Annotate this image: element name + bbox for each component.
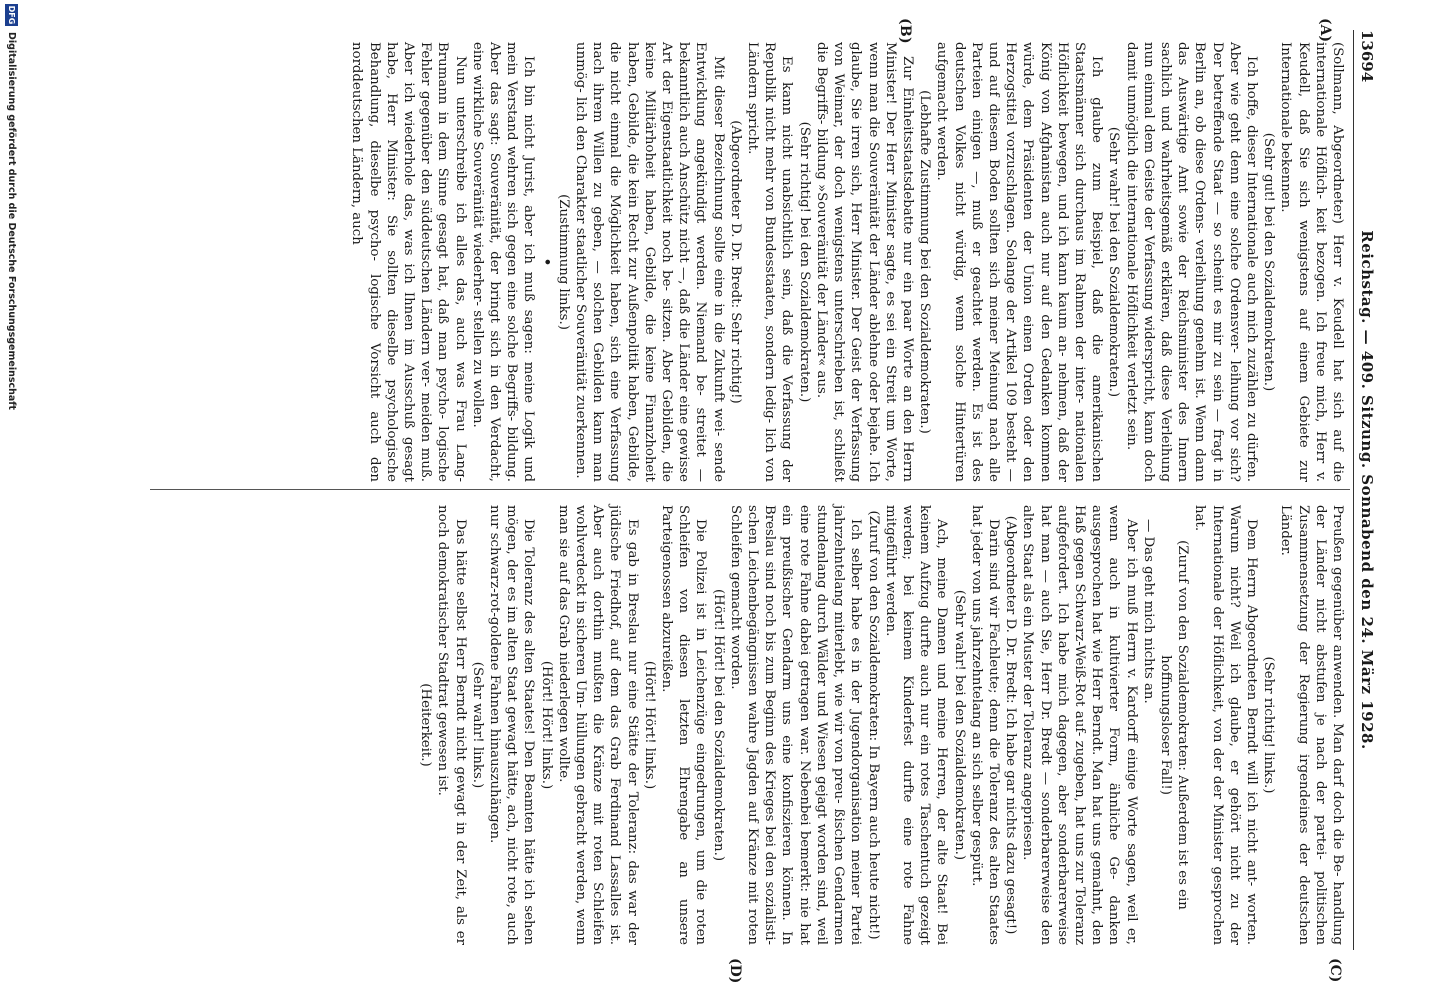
text-line: (Abgeordneter D. Dr. Bredt: Sehr richtig!) — [727, 120, 743, 404]
text-line: (Zuruf von den Sozialdemokraten: Außerdem ist — [1175, 540, 1191, 866]
margin-mark-a: (A) — [1317, 18, 1333, 43]
paragraph — [813, 42, 916, 482]
text-line: Es gab in Breslau nur eine Stätte der Toleranz: das — [624, 519, 640, 884]
paragraph — [1277, 42, 1346, 482]
text-line: Bei keinem Aufzug durfte auch nur ein rotes — [917, 505, 950, 945]
text-line: bildung »Souveränität der Länder« aus. — [813, 128, 829, 399]
text-line: politischen Zusammensetzung der Regierung irgendeines — [1295, 505, 1328, 946]
paragraph — [744, 42, 796, 482]
text-line: (Sehr richtig! links.) — [1261, 656, 1277, 794]
text-line: schen Leichenbegängnissen wahre Jagden auf Kränze — [745, 505, 761, 876]
text-line: uns gemahnt, den Haß gegen Schwarz-Weiß-Rot auf- — [1071, 505, 1105, 945]
text-line: ßischen Gendarmen stundenlang durch Wälder und — [813, 505, 847, 946]
paragraph — [1122, 42, 1260, 482]
text-line: Aber ich muß Herrn v. Kardorff einige Worte sagen, — [1123, 519, 1139, 888]
text-line: verletzt sein. — [1123, 362, 1139, 451]
text-line: nehmen, daß der König von Afghanistan auch nur auf — [1037, 42, 1070, 482]
text-line: Dem Herrn Abgeordneten Berndt will ich nicht ant- — [1243, 519, 1259, 887]
text-line: Die Polizei ist in Leichenzüge eingedrungen, um die — [693, 519, 709, 901]
paragraph — [434, 505, 468, 945]
text-line: Staat als ein Muster der Toleranz angepriesen. — [1020, 543, 1036, 861]
text-line: (Hört! Hört! bei den Sozialdemokraten.) — [710, 588, 726, 862]
text-line: keit bezogen. Ich freue mich, Herr v. Keudell, daß Sie — [1295, 42, 1328, 482]
text-line: nationalen Höflichkeit bewegen, und ich kann kaum an- — [1054, 42, 1087, 482]
text-line: (Sehr richtig! bei den Sozialdemokraten.) — [796, 121, 812, 403]
text-line: Staates hat jeder von uns jahrzehntelang an sich selber — [968, 505, 1001, 945]
text-line: Ich glaube zum Beispiel, daß die amerikanischen — [1089, 56, 1105, 482]
text-line: meiden muß. Aber ich wiederhole das, was ich Ihnen — [401, 42, 434, 483]
text-line: Sie, Herr Dr. Bredt — sonderbarerweise den alten — [1020, 505, 1053, 946]
text-line: streitet — bekanntlich auch Anschütz nicht —, daß die — [676, 42, 709, 482]
text-line: dieselbe psychologische Behandlung, dieselbe psycho- — [366, 42, 399, 482]
text-line: den Verdacht, eine wirkliche Souveränität wiederher- — [469, 42, 503, 482]
text-line: Lassalles ist. Aber auch dorthin mußten die Kränze — [590, 505, 623, 945]
interjection — [555, 42, 572, 482]
text-line: Ich selber habe es in der Jugendorganisation meiner — [848, 519, 864, 898]
paragraph — [968, 505, 1002, 945]
text-line: bekennen. — [1278, 142, 1294, 213]
text-line: (Zustimmung links.) — [555, 194, 571, 330]
page-title: Reichstag. — 409. Sitzung. Sonnabend den 24. März 1928. — [1358, 230, 1376, 750]
interjection — [727, 42, 744, 482]
column-divider — [150, 489, 1350, 490]
text-line: sitzen. Aber Gebilden, die keine Militärhoheit haben, — [641, 42, 675, 482]
interjection — [1260, 505, 1277, 945]
text-line: • — [538, 257, 554, 267]
interjection — [1260, 42, 1277, 482]
text-line: Partei jahrzehntelang miterlebt, wie wir von preu- — [831, 505, 864, 945]
footer — [3, 0, 19, 1000]
paragraph — [882, 505, 951, 945]
text-line: Brumann in dem Sinne gesagt hat, daß man psycho- — [435, 42, 451, 420]
text-line: der doch wenigstens unterschrieben ist, schließt die Begriffs- — [813, 42, 847, 483]
text-line: Mit dieser Bezeichnung sollte eine in die Zukunft wei- — [710, 56, 726, 437]
text-line: mit roten Schleifen gemacht worden. — [727, 505, 761, 945]
text-line: (Heiterkeit.) — [418, 683, 434, 767]
text-line: (Lebhafte Zustimmung bei den Sozialdemokraten.) — [917, 90, 933, 434]
text-line: Union einen Orden oder den Herzogstitel vorzuschlagen. — [1003, 42, 1036, 482]
margin-mark-d: (D) — [727, 958, 743, 984]
paragraph — [537, 42, 554, 482]
interjection — [1157, 505, 1191, 945]
text-line: (Sehr wahr! bei den Sozialdemokraten.) — [1106, 126, 1122, 398]
text-line: auch heute nicht!) — [865, 815, 881, 940]
text-line: Länder ablehne oder bejahe. Ich glaube, Sie irren sich, — [848, 42, 881, 483]
interjection — [1002, 505, 1019, 945]
text-line: es mir zu sein — fragt in Berlin an, ob diese Ordens- — [1192, 42, 1225, 482]
footer-text: Digitalisierung gefördert durch die Deutsche Forschungsgemeinschaft — [6, 32, 17, 410]
text-line: Taschentuch gezeigt werden; bei keinem Kinderfest — [899, 505, 933, 946]
text-line: Willen zu geben, — solchen Gebilden kann man unmög- — [573, 42, 606, 482]
text-line: Das hätte selbst Herr Berndt nicht gewagt in der Zeit, — [452, 519, 468, 901]
text-line: einigen —, muß er geachtet werden. Es ist des — [968, 109, 984, 483]
text-line: als er noch demokratischer Stadtrat gewesen ist. — [435, 505, 468, 945]
paragraph — [727, 505, 865, 945]
text-line: (Abgeordneter D. Dr. Bredt: Ich habe gar nichts — [1003, 515, 1019, 839]
text-line: verleihung genehm ist. Wenn dann das Auswärtige — [1175, 42, 1208, 482]
text-line: den Gedanken kommen würde, dem Präsidenten der — [1020, 42, 1053, 482]
paragraph — [555, 505, 641, 945]
text-line: Wiesen gejagt worden sind, weil eine rote Fahne dabei — [796, 505, 829, 945]
text-line: leihung vor sich? Der betreffende Staat — so scheint — [1209, 42, 1242, 482]
margin-mark-c: (C) — [1327, 958, 1343, 983]
header-rule — [1353, 30, 1354, 950]
page-number: 13694 — [1358, 30, 1376, 83]
text-line: bildung. Aber das sagt: Souveränität, der bringt sich in — [487, 42, 520, 482]
text-line: Herr Minister. Der Geist der Verfassung von Weimar, — [831, 42, 864, 482]
paragraph — [658, 505, 710, 945]
text-line: Gendarm uns eine konfiszieren können. In Breslau — [762, 505, 795, 945]
text-line: wahrheitsgemäß erklären, daß diese Verleihung nun — [1140, 42, 1173, 482]
text-line: im Ausschuß gesagt habe, Herr Minister: Sie sollten — [383, 42, 417, 482]
paragraph — [1191, 505, 1260, 945]
interjection — [469, 505, 486, 945]
text-line: Zur Einheitsstaatsdebatte nur ein paar Worte an — [899, 56, 915, 402]
interjection — [537, 505, 554, 945]
paragraph — [1140, 505, 1157, 945]
text-line: weil er, wenn auch in kultivierter Form, ähnliche Ge- — [1106, 505, 1139, 945]
text-line: sich wenigstens auf einem Gebiete zur Internationale — [1278, 42, 1311, 483]
text-line: mich dagegen, aber sonderbarerweise hat man — auch — [1037, 505, 1070, 945]
text-line: doch damit unmöglich die internationale Höflichkeit — [1123, 42, 1156, 483]
text-line: (Zuruf von den Sozialdemokraten: In Bayern — [865, 510, 881, 812]
text-line: aufgemacht werden. — [934, 42, 950, 181]
left-column — [348, 42, 1346, 482]
text-line: Länder eine gewisse Art der Eigenstaatlichkeit noch be- — [659, 42, 692, 482]
paragraph — [572, 42, 727, 482]
text-line: Grab niederlegen wollte. — [555, 614, 571, 783]
text-line: sende Entwicklung angekündigt werden. Niemand be- — [693, 42, 726, 482]
text-line: stellen zu wollen. — [469, 310, 485, 428]
text-line: (Sehr wahr! bei den Sozialdemokraten.) — [951, 589, 967, 861]
paragraph — [1277, 505, 1346, 945]
text-line: lich von Ländern spricht. — [745, 42, 778, 482]
text-line: (Sollmann, Abgeordneter) — [1330, 42, 1345, 224]
text-line: mit roten Schleifen wohlverdeckt in sicheren Um- — [573, 505, 606, 945]
text-line: hüllungen gebracht werden, wenn man sie auf das — [555, 505, 589, 945]
page-header — [1355, 30, 1379, 950]
text-line: handlung der Länder nicht abstufen je nach der partei- — [1312, 505, 1345, 946]
text-line: worten. Warum nicht? Weil ich glaube, er gehört — [1226, 505, 1259, 945]
text-line: Nun unterschreibe ich alles das, auch was Frau Lang- — [452, 56, 468, 482]
text-line: zugeben, hat uns zur Toleranz aufgefordert. Ich habe — [1054, 505, 1087, 946]
text-line: hätte ich sehen mögen, der es im alten Staat gewagt — [504, 505, 537, 945]
text-line: Ach, meine Damen und meine Herren, der alte Staat! — [934, 519, 950, 915]
margin-mark-b: (B) — [897, 18, 913, 44]
paragraph — [1019, 505, 1139, 945]
text-line: deutschen Volkes nicht würdig, wenn solche Hintertüren — [951, 42, 967, 482]
interjection — [864, 505, 881, 945]
dfg-logo: DFG — [7, 5, 16, 25]
text-line: und mein Verstand wehren sich gegen eine solche Begriffs- — [504, 42, 537, 482]
paragraph — [486, 505, 538, 945]
text-line: Ich hoffe, dieser Internationale auch mich zuzählen zu — [1243, 56, 1259, 429]
interjection — [1105, 42, 1122, 482]
paragraph — [469, 42, 538, 482]
text-line: (Hört! Hört! links.) — [641, 660, 657, 790]
text-line: Boden sollten sich meiner Meinung nach alle Parteien — [968, 42, 1001, 482]
text-line: (Hört! Hört! links.) — [538, 660, 554, 790]
text-line: hätte, ach, nicht rote, auch nur schwarz-rot-goldene — [487, 505, 520, 945]
text-line: war der jüdische Friedhof, auf dem das Grab Ferdinand — [607, 505, 640, 945]
text-line: Recht zur Außenpolitik haben, Gebilde, die nicht einmal — [607, 42, 640, 482]
text-line: gespürt. — [968, 830, 984, 887]
interjection — [641, 505, 658, 945]
text-line: den Herrn Minister! Der Herr Minister sagte, es sei — [882, 42, 915, 482]
interjection — [950, 505, 967, 945]
text-line: Fahnen hinauszuhängen. — [487, 674, 503, 844]
text-line: der deutschen Länder. — [1278, 505, 1311, 945]
text-line: einmal dem Geiste der Verfassung widerspricht, kann — [1140, 73, 1156, 444]
text-line: dazu gesagt!) — [1003, 842, 1019, 935]
interjection — [417, 505, 434, 945]
text-line: Solange der Artikel 109 besteht — und auf diesem — [985, 42, 1019, 482]
text-line: lich den Charakter staatlicher Souveränität zuerkennen. — [573, 96, 589, 479]
text-line: nicht zu der Internationale der Höflichkeit, von der der — [1209, 505, 1242, 946]
interjection — [796, 42, 813, 482]
text-line: logische Vorsicht auch den norddeutschen Ländern, auch — [349, 42, 382, 482]
text-line: logische Fehler gegenüber den süddeutschen Ländern ver- — [418, 42, 451, 482]
paragraph — [348, 42, 468, 482]
paragraph — [933, 42, 1105, 482]
text-line: (Sehr wahr! links.) — [469, 661, 485, 789]
text-line: danken ausgesprochen hat wie Herr Berndt. Man hat — [1089, 505, 1122, 945]
text-line: ein Streit um Worte, wenn man die Souveränität der — [865, 42, 898, 482]
text-line: durfte eine rote Fahne mitgeführt werden. — [882, 505, 915, 945]
text-line: (Sehr gut! bei den Sozialdemokraten.) — [1261, 132, 1277, 392]
text-line: es ein hoffnungsloser Fall!) — [1157, 655, 1191, 910]
text-line: getragen war. Nebenbei bemerkt: nie hat ein preußischer — [779, 505, 812, 945]
text-line: Ich bin nicht Jurist, aber ich muß sagen: meine Logik — [521, 56, 537, 449]
text-line: Herr v. Keudell hat sich auf die internationale Höflich- — [1312, 42, 1345, 483]
text-line: die Möglichkeit haben, sich eine Verfassung nach ihrem — [590, 42, 623, 482]
text-line: Die Toleranz des alten Staates! Den Beamten — [521, 519, 537, 834]
text-line: Staatsmänner sich durchaus im Rahmen der inter- — [1071, 42, 1087, 404]
text-line: dürfen. Aber wie geht denn eine solche Ordensver- — [1226, 42, 1259, 483]
text-line: Parteigenossen abzureißen. — [659, 505, 675, 693]
text-line: Republik nicht mehr von Bundesstaaten, sondern ledig- — [762, 42, 778, 424]
text-line: roten Schleifen von diesen letzten Ehrengabe an unsere — [676, 505, 709, 945]
text-line: Minister gesprochen hat. — [1192, 505, 1225, 946]
text-line: Gebilde, die keine Finanzhoheit haben, Gebilde, die kein — [624, 42, 657, 483]
text-line: Darin sind wir Fachleute; denn die Toleranz des alten — [985, 519, 1001, 890]
interjection — [709, 505, 726, 945]
text-line: — Das geht mich nichts an. — [1140, 519, 1156, 704]
text-line: Preußen gegenüber anwenden. Man darf doch die Be- — [1330, 505, 1345, 877]
text-line: sind noch bis zum Beginn des Krieges bei den sozialisti- — [762, 561, 778, 945]
interjection — [916, 42, 933, 482]
text-line: Amt sowie der Reichsminister des Innern sachlich und — [1157, 42, 1191, 483]
right-column — [417, 505, 1346, 945]
text-line: Es kann nicht unabsichtlich sein, daß die Verfassung der — [779, 56, 795, 482]
